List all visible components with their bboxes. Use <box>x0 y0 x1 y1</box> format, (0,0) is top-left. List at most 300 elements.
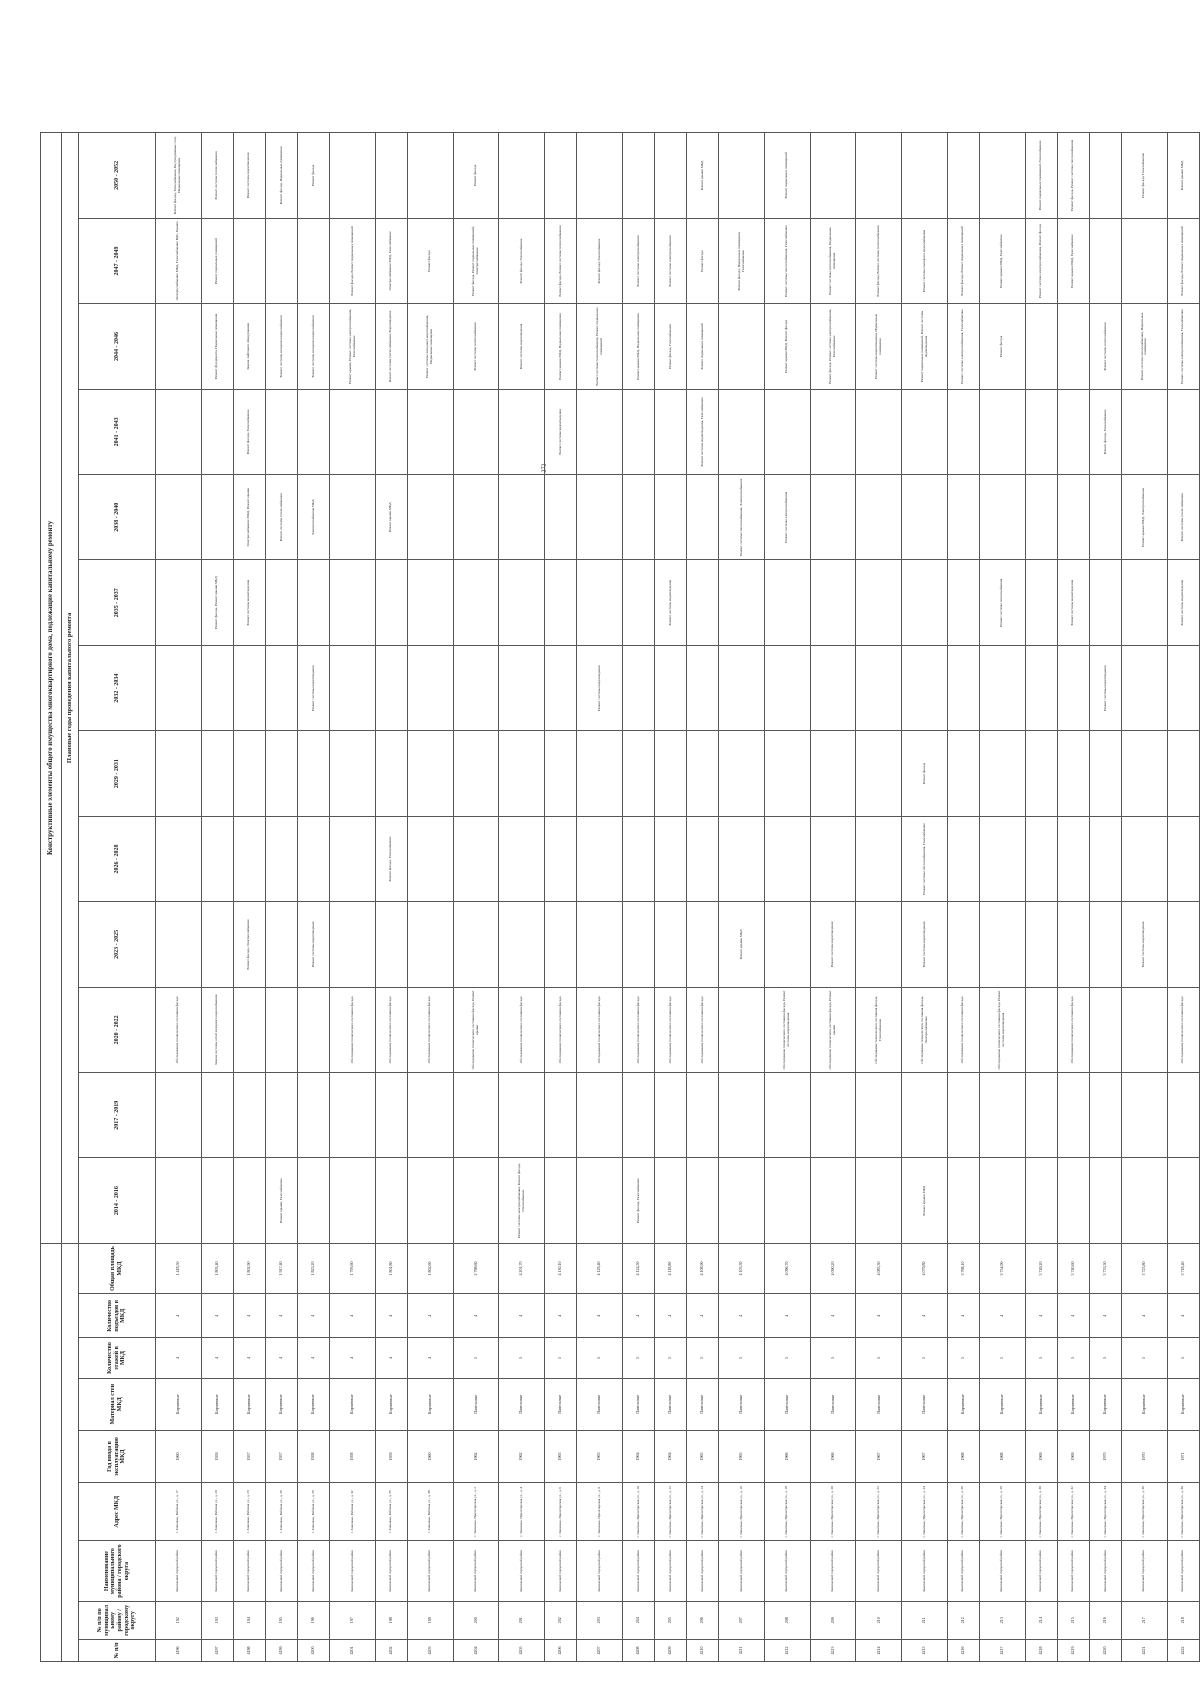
repair-cell <box>622 475 654 560</box>
repair-cell <box>407 475 453 560</box>
repair-cell <box>1057 1158 1089 1243</box>
repair-cell <box>622 816 654 901</box>
repair-cell <box>201 1158 233 1243</box>
table-cell: 1964 <box>655 1430 687 1482</box>
repair-cell: Ремонт фасада, Газоснабжение, Внутридомовые сети, Подвальные помещения <box>156 133 202 219</box>
repair-cell <box>499 816 545 901</box>
repair-cell: Ремонт системы водоотведения <box>298 902 330 987</box>
repair-cell <box>330 731 376 816</box>
repair-cell <box>265 218 297 303</box>
repair-cell <box>156 389 202 474</box>
repair-cell <box>655 731 687 816</box>
repair-cell <box>687 475 719 560</box>
repair-cell: Ремонт системы водоотведения <box>233 560 265 645</box>
table-cell: г. Заволжье, Пролетарская ул., д. 4 <box>499 1483 545 1541</box>
repair-cell <box>947 902 979 987</box>
repair-cell <box>719 645 765 730</box>
repair-cell: Ремонт системы водоотведения <box>810 902 856 987</box>
repair-cell <box>453 1073 499 1158</box>
repair-cell <box>407 1073 453 1158</box>
table-cell: 4 079,80 <box>902 1243 948 1293</box>
table-cell: 1960 <box>156 1430 202 1482</box>
table-cell: 4204 <box>453 1639 499 1661</box>
repair-cell: Электроснабжение МКД, Газоснабжение ВДС, Крыша <box>156 218 202 303</box>
table-cell: 5 <box>622 1338 654 1378</box>
repair-cell <box>453 731 499 816</box>
repair-cell <box>980 1158 1026 1243</box>
repair-cell: Ремонт системы теплоснабжения, Подвальные помещения <box>810 218 856 303</box>
repair-cell <box>655 1073 687 1158</box>
repair-cell: Ремонт системы электроснабжения, Газоснабжение <box>1167 304 1199 389</box>
table-cell: Заволжский городской район <box>1025 1541 1057 1601</box>
table-cell: 4 <box>330 1338 376 1378</box>
table-cell: 1963 <box>545 1430 577 1482</box>
repair-cell <box>298 389 330 474</box>
table-cell: г. Заволжье, Пролетарская ул., д. 26 <box>947 1483 979 1541</box>
repair-cell <box>499 560 545 645</box>
period-header: 2014 - 2016 <box>79 1158 156 1243</box>
planned-years-label: Плановые годы проведения капитального ремонта <box>62 133 79 1244</box>
table-cell: Заволжский городской район <box>622 1541 654 1601</box>
repair-cell <box>1122 1073 1168 1158</box>
repair-cell <box>233 645 265 730</box>
repair-cell <box>655 645 687 730</box>
table-cell: 5 <box>577 1338 623 1378</box>
repair-cell <box>947 645 979 730</box>
repair-cell <box>298 1073 330 1158</box>
repair-cell <box>719 133 765 219</box>
period-header: 2017 - 2019 <box>79 1073 156 1158</box>
repair-cell <box>375 1073 407 1158</box>
repair-cell: Ремонт системы водоотведения, Подвальные помещения <box>856 304 902 389</box>
table-cell: Кирпичные <box>1089 1378 1121 1430</box>
repair-cell <box>719 987 765 1072</box>
table-cell: Заволжский городской район <box>545 1541 577 1601</box>
table-cell: Заволжский городской район <box>810 1541 856 1601</box>
repair-cell <box>330 475 376 560</box>
repair-cell: Обследование технического состояния фасада, Ремонт системы водоотведения <box>765 987 811 1072</box>
repair-cell <box>375 560 407 645</box>
table-cell: Заволжский городской район <box>156 1541 202 1601</box>
repair-cell <box>687 1158 719 1243</box>
table-cell: 4 <box>687 1294 719 1338</box>
table-cell: 4 <box>1167 1294 1199 1338</box>
table-cell: 4 <box>1089 1294 1121 1338</box>
page-number: 272 <box>541 463 548 473</box>
table-cell: 4218 <box>1025 1639 1057 1661</box>
column-header: Материал стен МКД <box>79 1378 156 1430</box>
repair-cell <box>407 902 453 987</box>
repair-cell: Ремонт крыши МКД, Газоснабжение <box>1057 218 1089 303</box>
repair-cell: Ремонт системы водоотведения <box>577 645 623 730</box>
period-header: 2035 - 2037 <box>79 560 156 645</box>
repair-cell: Обследование технического состояния фасада <box>499 987 545 1072</box>
table-cell: г. Заволжье, Рабочая ул., д. 20 <box>201 1483 233 1541</box>
repair-cell <box>719 389 765 474</box>
repair-cell <box>1167 1073 1199 1158</box>
repair-cell <box>375 731 407 816</box>
table-cell: 5 <box>453 1338 499 1378</box>
repair-cell <box>407 560 453 645</box>
repair-cell <box>810 1073 856 1158</box>
repair-cell <box>545 475 577 560</box>
table-cell: 208 <box>765 1601 811 1639</box>
table-cell: 4 <box>156 1338 202 1378</box>
repair-cell <box>499 389 545 474</box>
repair-cell: Ремонт системы холодного водоснабжения <box>298 304 330 389</box>
table-cell: Заволжский городской район <box>1089 1541 1121 1601</box>
table-cell: г. Заволжье, Пролетарская ул., д. 36 <box>1122 1483 1168 1541</box>
repair-cell <box>810 475 856 560</box>
repair-cell <box>947 389 979 474</box>
repair-cell <box>453 560 499 645</box>
repair-cell: Ремонт системы водоотведения <box>1122 902 1168 987</box>
table-cell: 3 754,90 <box>980 1243 1026 1293</box>
table-cell: 5 <box>687 1338 719 1378</box>
repair-cell: Ремонт системы водоотведения <box>1167 560 1199 645</box>
repair-cell <box>375 1158 407 1243</box>
repair-cell <box>655 1158 687 1243</box>
repair-cell <box>687 731 719 816</box>
repair-cell: Ремонт подвальных помещений, Газоснабжение <box>1025 133 1057 219</box>
repair-cell <box>545 133 577 219</box>
table-cell: Заволжский городской район <box>453 1541 499 1601</box>
repair-cell: Электроснабжение МКД, Ремонт крыши <box>233 475 265 560</box>
table-cell: 3 768,10 <box>947 1243 979 1293</box>
table-cell: 4198 <box>233 1639 265 1661</box>
repair-cell: Ремонт фасада <box>902 731 948 816</box>
repair-cell: Ремонт подвальных помещений <box>765 133 811 219</box>
repair-cell <box>1167 389 1199 474</box>
repair-cell <box>719 304 765 389</box>
table-cell: г. Заволжье, Пролетарская ул., д. 18 <box>765 1483 811 1541</box>
table-cell: г. Заволжье, Рабочая ул., д. 35 <box>375 1483 407 1541</box>
column-header: Адрес МКД <box>79 1483 156 1541</box>
repair-cell <box>1122 389 1168 474</box>
table-cell: 210 <box>856 1601 902 1639</box>
table-cell: 197 <box>330 1601 376 1639</box>
repair-cell: Ремонт системы теплоснабжения <box>1167 475 1199 560</box>
table-row <box>1122 133 1168 1662</box>
repair-cell: Ремонт системы водоотведения <box>1089 645 1121 730</box>
repair-cell: Ремонт фасада, Ремонт системы теплоснабжения <box>545 218 577 303</box>
table-cell: Заволжский городской район <box>719 1541 765 1601</box>
repair-cell: Ремонт системы холодного водоснабжения, Подвальные помещения <box>407 304 453 389</box>
repair-cell <box>453 902 499 987</box>
table-cell: 199 <box>407 1601 453 1639</box>
table-cell: 204 <box>622 1601 654 1639</box>
repair-cell <box>1122 218 1168 303</box>
repair-cell: Ремонт фасада, Ремонт подвальных помещений <box>947 218 979 303</box>
table-cell: Заволжский городской район <box>407 1541 453 1601</box>
repair-cell <box>980 133 1026 219</box>
table-cell: 1957 <box>233 1430 265 1482</box>
repair-cell <box>856 389 902 474</box>
repair-cell: Обследование технического состояния фасада, Ремонт крыши <box>453 987 499 1072</box>
table-row <box>1025 133 1057 1662</box>
table-cell: Кирпичные <box>330 1378 376 1430</box>
table-cell: 5 <box>545 1338 577 1378</box>
repair-cell <box>980 902 1026 987</box>
repair-cell <box>375 645 407 730</box>
repair-cell: Ремонт системы водоотведения <box>499 304 545 389</box>
repair-cell <box>1122 731 1168 816</box>
table-cell: Заволжский городской район <box>980 1541 1026 1601</box>
table-cell: Заволжский городской район <box>265 1541 297 1601</box>
repair-cell <box>1122 1158 1168 1243</box>
table-cell: 4 <box>980 1294 1026 1338</box>
table-cell: 1957 <box>265 1430 297 1482</box>
table-row <box>655 133 687 1662</box>
repair-cell <box>980 475 1026 560</box>
table-cell: Кирпичные <box>201 1378 233 1430</box>
table-cell: 4196 <box>156 1639 202 1661</box>
repair-cell: Ремонт системы водоотведения <box>233 133 265 219</box>
repair-cell <box>622 731 654 816</box>
table-cell: 206 <box>687 1601 719 1639</box>
period-header: 2047 - 2049 <box>79 218 156 303</box>
repair-cell: Ремонт системы холодного водоснабжения <box>265 304 297 389</box>
table-cell: 3 749,20 <box>1025 1243 1057 1293</box>
table-cell: 1965 <box>687 1430 719 1482</box>
repair-cell <box>545 731 577 816</box>
table-cell: 4 <box>655 1294 687 1338</box>
repair-cell <box>1025 1073 1057 1158</box>
table-cell: Панельные <box>765 1378 811 1430</box>
repair-cell <box>156 1158 202 1243</box>
repair-cell <box>655 389 687 474</box>
repair-cell <box>1025 645 1057 730</box>
repair-cell <box>407 389 453 474</box>
repair-cell: Ремонт крыши МКД <box>1167 133 1199 219</box>
period-header: 2026 - 2028 <box>79 816 156 901</box>
table-cell: 200 <box>453 1601 499 1639</box>
table-cell: Панельные <box>499 1378 545 1430</box>
repair-cell <box>765 902 811 987</box>
repair-cell <box>1089 902 1121 987</box>
table-cell: 212 <box>947 1601 979 1639</box>
repair-cell: Ремонт системы водоотведения <box>655 560 687 645</box>
repair-cell <box>499 731 545 816</box>
repair-cell: Ремонт фасада <box>687 218 719 303</box>
table-cell: 4205 <box>499 1639 545 1661</box>
repair-cell <box>407 1158 453 1243</box>
repair-cell <box>577 560 623 645</box>
table-cell: 213 <box>980 1601 1026 1639</box>
table-row <box>330 133 376 1662</box>
repair-cell <box>1057 304 1089 389</box>
repair-cell: Ремонт фасада, Газоснабжение <box>499 218 545 303</box>
table-cell: 3 718,40 <box>1167 1243 1199 1293</box>
table-cell: 1958 <box>298 1430 330 1482</box>
repair-cell <box>622 389 654 474</box>
table-cell: Панельные <box>577 1378 623 1430</box>
table-cell: 1962 <box>453 1430 499 1482</box>
table-cell: 2 798,60 <box>453 1243 499 1293</box>
repair-cell <box>1089 560 1121 645</box>
repair-cell <box>1025 389 1057 474</box>
table-cell: г. Заволжье, Пролетарская ул., д. 16 <box>719 1483 765 1541</box>
repair-cell <box>655 902 687 987</box>
table-cell: 4 <box>545 1294 577 1338</box>
table-cell: 4 103,30 <box>719 1243 765 1293</box>
repair-cell <box>1057 1073 1089 1158</box>
repair-cell <box>265 560 297 645</box>
repair-cell <box>622 133 654 219</box>
repair-cell: Ремонт крыши МКД, Подвальные помещения <box>545 304 577 389</box>
table-title-text: Конструктивные элементы общего имущества многоквартирного дома, подлежащие капитальному ремонту <box>41 133 62 1244</box>
repair-cell: Ремонт фасада, Газоснабжение <box>233 389 265 474</box>
table-cell: 3 725,80 <box>1122 1243 1168 1293</box>
repair-cell: Ремонт фасада, Ремонт подвальных помещений <box>1167 218 1199 303</box>
table-cell: г. Заволжье, Пролетарская ул., д. 6 <box>545 1483 577 1541</box>
table-cell: 4 085,30 <box>856 1243 902 1293</box>
repair-cell: Ремонт системы электроснабжения <box>765 475 811 560</box>
repair-cell <box>1089 218 1121 303</box>
table-cell: 4 090,20 <box>810 1243 856 1293</box>
table-cell: Заволжский городской район <box>902 1541 948 1601</box>
repair-cell: Ремонт системы теплоснабжения <box>453 304 499 389</box>
repair-cell <box>330 1073 376 1158</box>
repair-cell <box>545 645 577 730</box>
table-cell: 1970 <box>1089 1430 1121 1482</box>
table-cell: 4 <box>622 1294 654 1338</box>
repair-cell <box>453 389 499 474</box>
repair-cell <box>856 1073 902 1158</box>
table-cell: 5 <box>765 1338 811 1378</box>
repair-cell: Ремонт фасада <box>298 133 330 219</box>
repair-cell: Ремонт системы теплоснабжения, Газоснабжение <box>902 816 948 901</box>
table-row <box>980 133 1026 1662</box>
table-cell: 1959 <box>201 1430 233 1482</box>
repair-cell <box>947 1073 979 1158</box>
table-cell: 4 <box>265 1294 297 1338</box>
table-cell: 4 <box>233 1294 265 1338</box>
repair-cell <box>453 475 499 560</box>
repair-cell <box>577 475 623 560</box>
repair-cell <box>687 816 719 901</box>
table-cell: Панельные <box>902 1378 948 1430</box>
table-row <box>719 133 765 1662</box>
repair-cell: Ремонт крыши МКД, Ремонт фасада <box>765 304 811 389</box>
repair-cell <box>1089 987 1121 1072</box>
repair-cell <box>810 560 856 645</box>
repair-cell <box>947 1158 979 1243</box>
repair-cell <box>687 560 719 645</box>
repair-cell <box>1089 731 1121 816</box>
table-cell: 5 <box>655 1338 687 1378</box>
repair-cell: Ремонт подвальных помещений <box>687 304 719 389</box>
repair-cell <box>577 816 623 901</box>
repair-cell: Замена системы сетей холодного водоснабжения <box>201 987 233 1072</box>
repair-cell: Ремонт крыши, Газоснабжение <box>265 1158 297 1243</box>
period-header: 2020 - 2022 <box>79 987 156 1072</box>
table-cell: 5 <box>947 1338 979 1378</box>
repair-cell <box>1025 731 1057 816</box>
repair-cell <box>1089 1073 1121 1158</box>
repair-cell: Обследование технического состояния фасада <box>156 987 202 1072</box>
repair-cell: Ремонт фасада <box>407 218 453 303</box>
table-cell: 4221 <box>1122 1639 1168 1661</box>
repair-cell <box>298 560 330 645</box>
repair-cell <box>330 1158 376 1243</box>
repair-cell: Обследование технического состояния фасада <box>947 987 979 1072</box>
repair-cell <box>1122 560 1168 645</box>
repair-cell <box>1167 902 1199 987</box>
table-cell: 5 <box>980 1338 1026 1378</box>
repair-cell <box>265 645 297 730</box>
table-cell: 5 <box>1122 1338 1168 1378</box>
repair-cell: Обследование технического состояния фасада, Электроснабжение <box>902 987 948 1072</box>
repair-cell <box>265 1073 297 1158</box>
repair-cell <box>765 731 811 816</box>
table-cell: 198 <box>375 1601 407 1639</box>
table-cell: 1970 <box>1122 1430 1168 1482</box>
repair-cell <box>577 1073 623 1158</box>
table-cell: 5 <box>1089 1338 1121 1378</box>
repair-cell: Обследование технического состояния фасада, Ремонт системы водоотведения <box>980 987 1026 1072</box>
table-cell: Кирпичные <box>1122 1378 1168 1430</box>
table-cell: 1960 <box>407 1430 453 1482</box>
repair-cell: Ремонт фасада, Газоснабжение <box>577 218 623 303</box>
table-cell: 4 <box>453 1294 499 1338</box>
repair-cell: Ремонт фасада, Газоснабжение <box>622 1158 654 1243</box>
table-cell: 4 <box>1025 1294 1057 1338</box>
table-cell: 4 <box>902 1294 948 1338</box>
repair-cell: Ремонт фасада, Подвальные помещения <box>265 133 297 219</box>
table-cell: Заволжский городской район <box>1167 1541 1199 1601</box>
repair-cell <box>233 987 265 1072</box>
repair-cell: Ремонт крыши МКД <box>375 475 407 560</box>
repair-cell: Ремонт крыши МКД, Электроснабжение <box>1122 475 1168 560</box>
table-cell: г. Заволжье, Пролетарская ул., д. 28 <box>980 1483 1026 1541</box>
repair-cell <box>375 902 407 987</box>
table-cell: 4 130,10 <box>545 1243 577 1293</box>
repair-cell <box>298 1158 330 1243</box>
repair-cell: Обследование технического состояния фасада <box>1057 987 1089 1072</box>
column-header: Общая площадь МКД <box>79 1243 156 1293</box>
table-cell: 4 <box>1122 1294 1168 1338</box>
table-cell: г. Заволжье, Рабочая ул., д. 26 <box>265 1483 297 1541</box>
repair-cell <box>201 816 233 901</box>
table-cell: г. Заволжье, Рабочая ул., д. 17 <box>156 1483 202 1541</box>
repair-cell <box>902 1073 948 1158</box>
repair-cell <box>1089 1158 1121 1243</box>
table-row <box>499 133 545 1662</box>
table-cell: г. Заволжье, Пролетарская ул., д. 32 <box>1057 1483 1089 1541</box>
table-cell: 4 <box>947 1294 979 1338</box>
repair-cell <box>156 475 202 560</box>
repair-cell: Обследование технического состояния фасада <box>375 987 407 1072</box>
table-row <box>156 133 202 1662</box>
repair-cell <box>1122 645 1168 730</box>
table-cell: 192 <box>156 1601 202 1639</box>
repair-cell <box>233 731 265 816</box>
table-cell: Заволжский городской район <box>765 1541 811 1601</box>
table-cell: г. Заволжье, Пролетарская ул., д. 22 <box>856 1483 902 1541</box>
repair-cell <box>1057 645 1089 730</box>
table-cell: Кирпичные <box>156 1378 202 1430</box>
repair-cell <box>622 645 654 730</box>
planned-spacer <box>62 1243 79 1661</box>
repair-cell <box>545 816 577 901</box>
table-cell: 1 802,90 <box>233 1243 265 1293</box>
repair-cell <box>298 816 330 901</box>
table-cell: 4215 <box>902 1639 948 1661</box>
repair-cell <box>156 902 202 987</box>
table-cell: Панельные <box>810 1378 856 1430</box>
table-cell: Панельные <box>453 1378 499 1430</box>
